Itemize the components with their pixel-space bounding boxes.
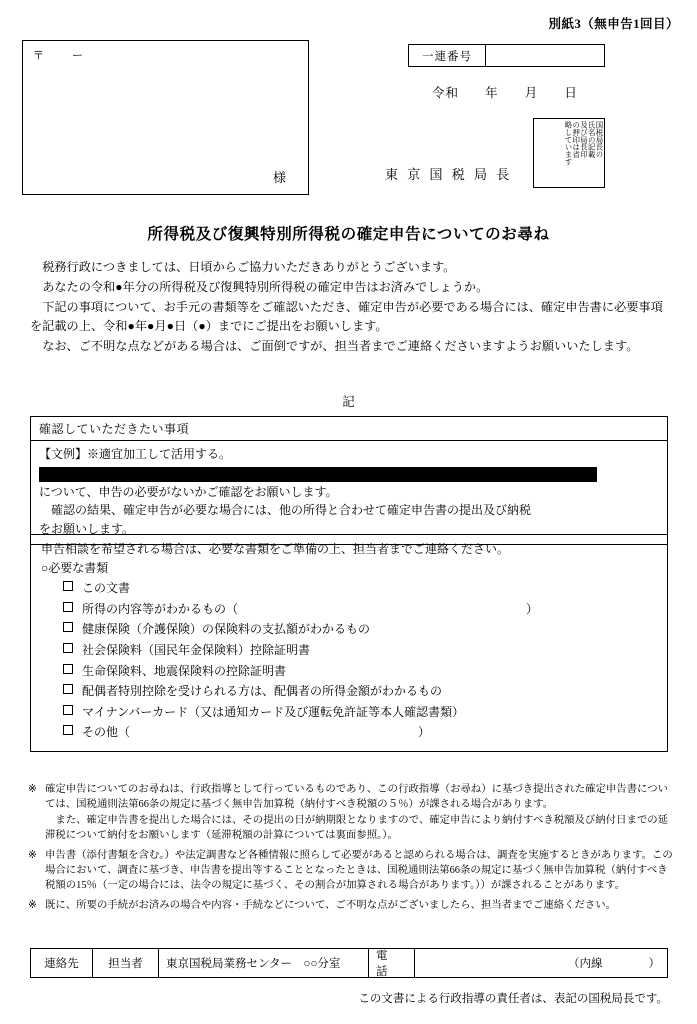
stamp-note-col-2: 氏名の記載 bbox=[587, 121, 597, 158]
document-label: 健康保険（介護保険）の保険料の支払額がわかるもの bbox=[82, 622, 371, 637]
document-label: 所得の内容等がわかるもの（ ） bbox=[82, 601, 539, 616]
issuer-name: 東 京 国 税 局 長 bbox=[385, 167, 513, 182]
intro-line-4: なお、ご不明な点などがある場合は、ご面倒ですが、担当者までご連絡くださいますようお願いいたします。 bbox=[42, 339, 639, 354]
footnote-2 bbox=[28, 848, 673, 894]
serial-number-box bbox=[408, 44, 605, 67]
confirmation-body bbox=[31, 441, 667, 544]
contact-center-name: 東京国税局業務センター ○○分室 bbox=[159, 949, 369, 977]
contact-label: 連絡先 bbox=[31, 949, 93, 977]
checkbox-icon[interactable] bbox=[63, 622, 73, 632]
list-item[interactable] bbox=[63, 702, 657, 723]
date-year: 年 bbox=[485, 86, 499, 100]
documents-lead-text: 申告相談を希望される場合は、必要な書類をご準備の上、担当者までご連絡ください。 bbox=[41, 542, 510, 556]
list-item[interactable] bbox=[63, 661, 657, 682]
checkbox-icon[interactable] bbox=[63, 581, 73, 591]
checkbox-icon[interactable] bbox=[63, 664, 73, 674]
intro-text bbox=[30, 258, 670, 357]
documents-subheading: ○必要な書類 bbox=[41, 561, 109, 575]
footnote-marker: ※ bbox=[28, 784, 37, 795]
footnote-marker: ※ bbox=[28, 899, 37, 911]
ki-marker: 記 bbox=[342, 395, 355, 409]
serial-number-label: 一連番号 bbox=[409, 45, 486, 66]
document-label: マイナンバーカード（又は通知カード及び運転免許証等本人確認書類） bbox=[82, 704, 465, 719]
confirmation-box bbox=[30, 416, 668, 545]
document-label: 生命保険料、地震保険料の控除証明書 bbox=[82, 663, 287, 678]
footnote-3 bbox=[28, 898, 673, 913]
checkbox-icon[interactable] bbox=[63, 602, 73, 612]
footnote-marker: ※ bbox=[28, 849, 37, 861]
document-label: その他（ ） bbox=[82, 725, 431, 740]
footer-note: この文書による行政指導の責任者は、表記の国税局長です。 bbox=[358, 993, 668, 1005]
list-item[interactable] bbox=[63, 640, 657, 661]
intro-line-3: 下記の事項について、お手元の書類等をご確認いただき、確定申告が必要である場合には、確定申告書に必要事項を記載の上、令和●年●月●日（●）までにご提出をお願いします。 bbox=[30, 299, 663, 334]
date-line bbox=[432, 83, 600, 101]
footnote-1 bbox=[28, 782, 673, 844]
confirmation-result-line-1: 確認の結果、確定申告が必要な場合には、他の所得と合わせて確定申告書の提出及び納税 bbox=[51, 503, 532, 518]
document-tag: 別紙3（無申告1回目） bbox=[548, 17, 679, 31]
serial-number-value bbox=[486, 45, 604, 66]
date-day: 日 bbox=[564, 86, 578, 100]
contact-table bbox=[30, 948, 668, 978]
intro-line-2: あなたの令和●年分の所得税及び復興特別所得税の確定申告はお済みでしょうか。 bbox=[42, 279, 489, 294]
date-month: 月 bbox=[524, 86, 539, 100]
required-documents-box bbox=[30, 534, 668, 752]
addressee-honorific: 様 bbox=[272, 170, 286, 185]
document-label: 配偶者特別控除を受けられる方は、配偶者の所得金額がわかるもの bbox=[82, 684, 443, 699]
stamp-omission-note bbox=[533, 118, 605, 188]
contact-tel-label: 電 話 bbox=[369, 949, 415, 977]
date-era: 令和 bbox=[432, 86, 460, 100]
stamp-note-col-5: 略しています bbox=[563, 121, 573, 166]
stamp-note-col-3: 及び局長印 bbox=[579, 121, 589, 158]
list-item[interactable] bbox=[63, 681, 657, 702]
confirmation-example-line: 【文例】※適宜加工して活用する。 bbox=[39, 447, 232, 461]
confirmation-heading: 確認していただきたい事項 bbox=[31, 417, 667, 441]
list-item[interactable] bbox=[63, 599, 657, 620]
footnote-3-line-1: 既に、所要の手続がお済みの場合や内容・手続などについて、ご不明な点がございましたら、担当者までご連絡ください。 bbox=[45, 899, 617, 911]
checkbox-icon[interactable] bbox=[63, 705, 73, 715]
confirmation-after-redact: について、申告の必要がないかご確認をお願いします。 bbox=[39, 484, 338, 499]
contact-tel-value: （内線 ） bbox=[568, 958, 660, 970]
contact-person-label: 担当者 bbox=[93, 949, 159, 977]
footnotes bbox=[28, 782, 673, 917]
checkbox-icon[interactable] bbox=[63, 643, 73, 653]
address-box bbox=[22, 40, 309, 195]
stamp-note-col-4: の押印は省 bbox=[571, 121, 581, 158]
stamp-note-col-1: 国税局長の bbox=[595, 121, 604, 158]
footnote-1-line-2: また、確定申告書を提出した場合には、その提出の日が納期限となりますので、確定申告により納付すべき税額及び納付日までの延滞税について納付をお願いします（延滞税額の計算については裏面参照。）。 bbox=[45, 814, 669, 842]
document-label: この文書 bbox=[82, 581, 131, 595]
zip-code-field: 〒 ー bbox=[33, 50, 85, 62]
footnote-1-line-1: 確定申告についてのお尋ねは、行政指導として行っているものであり、この行政指導（お尋ね）に基づき提出された確定申告書については、国税通則法第66条の規定に基づく無申告加算税（納付すべき税額の５％）が課される場合があります。 bbox=[45, 784, 669, 811]
list-item[interactable] bbox=[63, 578, 657, 599]
confirmation-result-line-2: をお願いします。 bbox=[39, 521, 135, 536]
intro-line-1: 税務行政につきましては、日頃からご協力いただきありがとうございます。 bbox=[42, 260, 456, 274]
footnote-2-line-1: 申告書（添付書類を含む。）や法定調書など各種情報に照らして必要があると認められる場合は、調査を実施するときがあります。この場合において、調査に基づき、申告書を提出等することとなったときは、国税通則法第66条の規定に基づく無申告加算税（納付すべき税額の15％（一定の場合には、法令の規定に基づく、その割合が加算される場合があります。））が課されることがあります。 bbox=[45, 849, 673, 892]
document-label: 社会保険料（国民年金保険料）控除証明書 bbox=[82, 642, 311, 657]
list-item[interactable] bbox=[63, 619, 657, 640]
redacted-bar bbox=[39, 467, 597, 482]
checkbox-icon[interactable] bbox=[63, 725, 73, 735]
page-title: 所得税及び復興特別所得税の確定申告についてのお尋ね bbox=[147, 226, 550, 243]
checkbox-icon[interactable] bbox=[63, 684, 73, 694]
list-item[interactable] bbox=[63, 722, 657, 743]
